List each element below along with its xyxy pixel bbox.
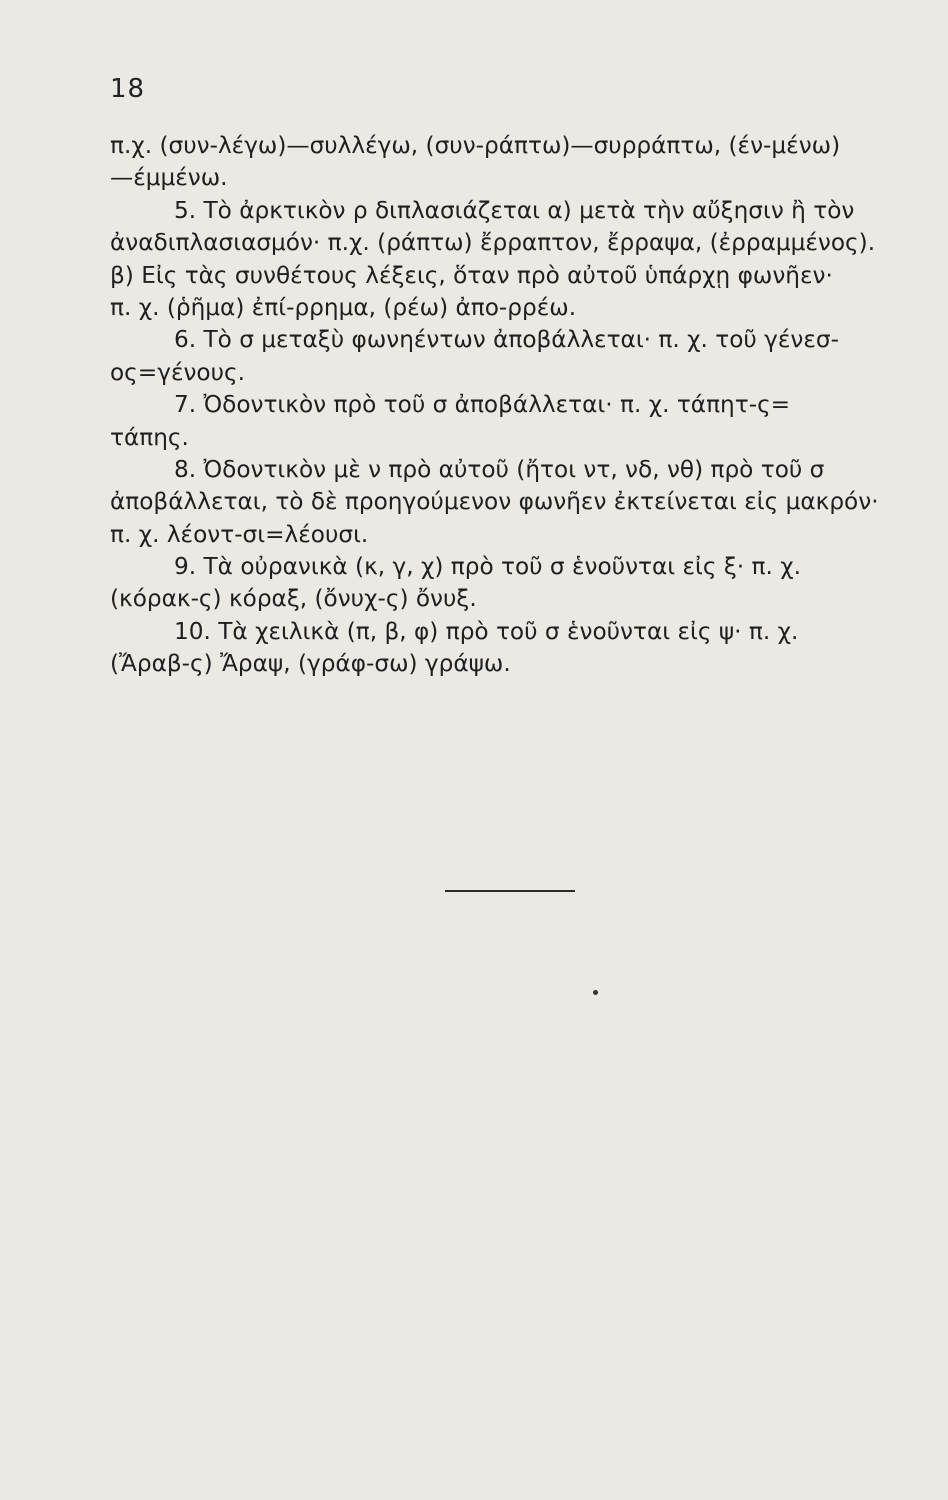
text-line: τάπης.: [110, 423, 189, 451]
text-line: 10. Τὰ χειλικὰ (π, β, φ) πρὸ τοῦ σ ἑνοῦνται εἰς ψ· π. χ.: [174, 617, 799, 645]
text-line: π.χ. (συν-λέγω)—συλλέγω, (συν-ράπτω)—συρράπτω, (έν-μένω): [110, 132, 841, 159]
text-line: π. χ. (ῥῆμα) ἐπί-ρρημα, (ρέω) ἀπο-ρρέω.: [110, 293, 577, 321]
text-line: —έμμένω.: [110, 164, 228, 192]
text-line: π. χ. λέοντ-σι=λέουσι.: [110, 520, 369, 548]
text-line: ἀποβάλλεται, τὸ δὲ προηγούμενον φωνῆεν ἐκτείνεται εἰς μακρόν·: [110, 488, 879, 516]
text-line: ἀναδιπλασιασμόν· π.χ. (ράπτω) ἔρραπτον, ἔρραψα, (ἐρραμμένος).: [110, 229, 876, 257]
ink-speck: [593, 990, 598, 995]
text-line: 7. Ὀδοντικὸν πρὸ τοῦ σ ἀποβάλλεται· π. χ. τάπητ-ς=: [174, 391, 791, 419]
text-line: (Ἄραβ-ς) Ἄραψ, (γράφ-σω) γράψω.: [110, 650, 511, 678]
text-line: 9. Τὰ οὐρανικὰ (κ, γ, χ) πρὸ τοῦ σ ἑνοῦνται εἰς ξ· π. χ.: [174, 553, 802, 581]
text-line: (κόρακ-ς) κόραξ, (ὄνυχ-ς) ὄνυξ.: [110, 585, 477, 613]
body-text: [110, 130, 925, 681]
page-number: 18: [110, 74, 146, 104]
text-line: 8. Ὀδοντικὸν μὲ ν πρὸ αὐτοῦ (ἤτοι ντ, νδ, νθ) πρὸ τοῦ σ: [174, 455, 825, 483]
text-line: 5. Τὸ ἀρκτικὸν ρ διπλασιάζεται α) μετὰ τὴν αὔξησιν ἢ τὸν: [174, 196, 855, 224]
text-line: ος=γένους.: [110, 358, 246, 386]
text-line: β) Εἰς τὰς συνθέτους λέξεις, ὅταν πρὸ αὐτοῦ ὑπάρχῃ φωνῆεν·: [110, 261, 833, 289]
text-line: 6. Τὸ σ μεταξὺ φωνηέντων ἀποβάλλεται· π. χ. τοῦ γένεσ-: [174, 326, 839, 354]
section-divider: [445, 890, 575, 892]
